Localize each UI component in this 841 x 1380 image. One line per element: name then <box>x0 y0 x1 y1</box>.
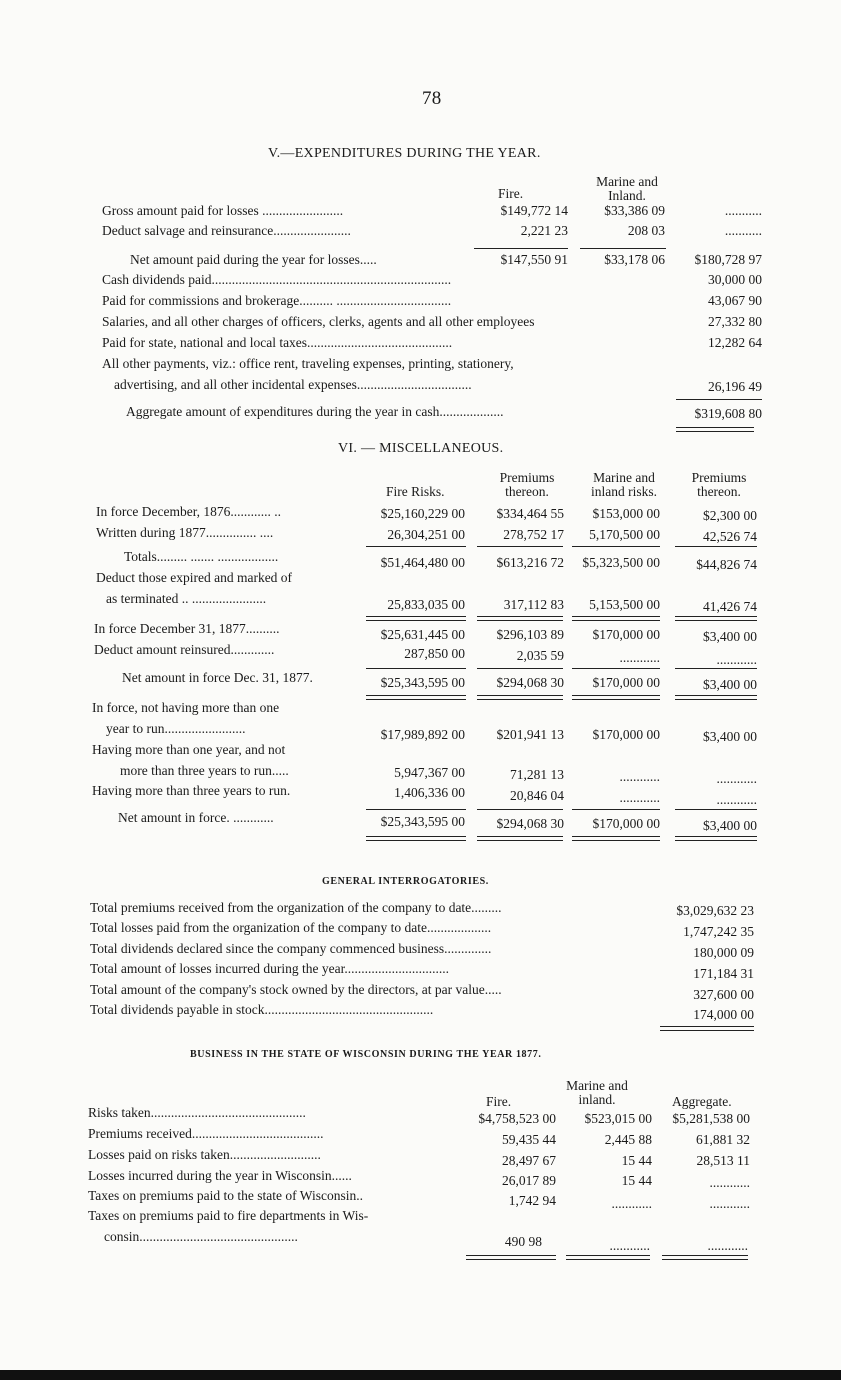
wis-cell: 59,435 44 <box>502 1132 556 1147</box>
misc-cell: ............ <box>716 652 757 667</box>
general-row-label: Total amount of the company's stock owned by the directors, at par value..... <box>90 982 502 997</box>
double-rule <box>477 616 563 621</box>
exp-row-label: Gross amount paid for losses ........................ <box>102 203 344 218</box>
wis-cell: 1,742 94 <box>508 1193 556 1208</box>
wis-cell: ............ <box>609 1238 650 1253</box>
misc-cell: $25,631,445 00 <box>380 627 465 642</box>
general-row-label: Total dividends payable in stock.................................................. <box>90 1002 434 1017</box>
double-rule <box>566 1255 650 1260</box>
double-rule <box>572 695 660 700</box>
misc-row-label: Having more than three years to run. <box>92 783 291 798</box>
wis-col-header: Marine and inland. <box>566 1078 628 1107</box>
exp-row-label: Cash dividends paid....................................................................... <box>102 272 452 287</box>
exp-row-marine: $33,386 09 <box>604 203 665 218</box>
misc-cell: ............ <box>619 769 660 784</box>
wis-row-label: Taxes on premiums paid to fire departments in Wis- <box>88 1208 369 1223</box>
misc-row-label: year to run........................ <box>106 721 246 736</box>
misc-cell: 5,153,500 00 <box>589 597 660 612</box>
misc-cell: $2,300 00 <box>703 508 757 523</box>
misc-cell: $5,323,500 00 <box>582 555 660 570</box>
double-rule <box>676 427 754 432</box>
section-vi-title: VI. — MISCELLANEOUS. <box>338 441 504 456</box>
misc-cell: $51,464,480 00 <box>380 555 465 570</box>
exp-row-fire: $147,550 91 <box>500 252 568 267</box>
general-row-value: 327,600 00 <box>693 987 754 1002</box>
exp-row-label: Paid for commissions and brokerage.......... .................................. <box>102 293 452 308</box>
wis-cell: 490 98 <box>504 1234 542 1249</box>
misc-cell: $17,989,892 00 <box>380 727 465 742</box>
wis-row-label: consin............................................... <box>104 1229 298 1244</box>
misc-col-header: Premiums thereon. <box>499 470 555 499</box>
double-rule <box>675 616 757 621</box>
double-rule <box>675 695 757 700</box>
exp-row-label: Deduct salvage and reinsurance....................... <box>102 223 351 238</box>
misc-row-label: as terminated .. ...................... <box>106 591 267 606</box>
general-title: GENERAL INTERROGATORIES. <box>322 876 489 887</box>
misc-cell: $25,343,595 00 <box>380 675 465 690</box>
misc-cell: 42,526 74 <box>703 529 757 544</box>
col-fire-header: Fire. <box>498 186 524 201</box>
exp-row-total: 12,282 64 <box>708 335 762 350</box>
double-rule <box>366 695 466 700</box>
wis-cell: 61,881 32 <box>696 1132 750 1147</box>
rule <box>572 809 660 810</box>
exp-row-total: $180,728 97 <box>694 252 762 267</box>
exp-row-total: 26,196 49 <box>708 379 762 394</box>
rule <box>477 809 563 810</box>
rule <box>474 248 568 249</box>
double-rule <box>366 616 466 621</box>
double-rule <box>662 1255 748 1260</box>
wis-cell: ............ <box>707 1238 748 1253</box>
wis-row-label: Taxes on premiums paid to the state of Wisconsin.. <box>88 1188 363 1203</box>
double-rule <box>366 836 466 841</box>
misc-row-label: Deduct amount reinsured............. <box>94 642 275 657</box>
rule <box>366 668 466 669</box>
general-row-label: Total premiums received from the organization of the company to date......... <box>90 900 502 915</box>
exp-row-marine: 208 03 <box>627 223 665 238</box>
wis-row-label: Losses incurred during the year in Wisconsin...... <box>88 1168 352 1183</box>
exp-row-label: All other payments, viz.: office rent, traveling expenses, printing, stationery, <box>102 356 514 371</box>
misc-cell: $294,068 30 <box>496 675 564 690</box>
misc-cell: ............ <box>716 792 757 807</box>
misc-row-label: Deduct those expired and marked of <box>96 570 293 585</box>
exp-row-fire: 2,221 23 <box>520 223 568 238</box>
scan-edge-bar <box>0 1370 841 1380</box>
misc-row-label: Totals......... ....... .................. <box>124 549 279 564</box>
general-row-value: 1,747,242 35 <box>683 924 754 939</box>
misc-cell: $3,400 00 <box>703 677 757 692</box>
wis-cell: 28,513 11 <box>696 1153 750 1168</box>
wis-cell: 2,445 88 <box>604 1132 652 1147</box>
wis-cell: $5,281,538 00 <box>672 1111 750 1126</box>
misc-cell: ............ <box>619 650 660 665</box>
wis-cell: 26,017 89 <box>502 1173 556 1188</box>
wis-row-label: Losses paid on risks taken........................... <box>88 1147 321 1162</box>
misc-cell: $3,400 00 <box>703 629 757 644</box>
exp-row-total: ........... <box>724 203 762 218</box>
wis-cell: ............ <box>611 1196 652 1211</box>
misc-row-label: In force, not having more than one <box>92 700 280 715</box>
general-row-value: 171,184 31 <box>693 966 754 981</box>
col-marine-header: Marine and Inland. <box>596 174 658 203</box>
general-row-label: Total amount of losses incurred during the year............................... <box>90 961 449 976</box>
misc-cell: $334,464 55 <box>496 506 564 521</box>
misc-cell: $153,000 00 <box>592 506 660 521</box>
exp-row-total: 30,000 00 <box>708 272 762 287</box>
wis-row-label: Risks taken.............................................. <box>88 1105 306 1120</box>
misc-row-label: more than three years to run..... <box>120 763 289 778</box>
misc-row-label: Written during 1877............... .... <box>96 525 274 540</box>
exp-row-label: Paid for state, national and local taxes........................................... <box>102 335 453 350</box>
exp-row-fire: $149,772 14 <box>500 203 568 218</box>
wis-cell: 15 44 <box>621 1153 652 1168</box>
misc-row-label: Having more than one year, and not <box>92 742 286 757</box>
general-row-label: Total dividends declared since the company commenced business.............. <box>90 941 492 956</box>
misc-cell: $25,160,229 00 <box>380 506 465 521</box>
double-rule <box>572 836 660 841</box>
wis-cell: $523,015 00 <box>584 1111 652 1126</box>
rule <box>477 668 563 669</box>
misc-cell: 287,850 00 <box>404 646 465 661</box>
wis-cell: $4,758,523 00 <box>478 1111 556 1126</box>
exp-row-marine: $33,178 06 <box>604 252 665 267</box>
misc-cell: ............ <box>619 790 660 805</box>
wisconsin-title: BUSINESS IN THE STATE OF WISCONSIN DURING THE YEAR 1877. <box>190 1049 542 1060</box>
rule <box>477 546 563 547</box>
exp-row-label: Net amount paid during the year for losses..... <box>130 252 377 267</box>
misc-cell: 5,947,367 00 <box>394 765 465 780</box>
misc-cell: 41,426 74 <box>703 599 757 614</box>
page-number: 78 <box>422 88 442 109</box>
exp-row-total: 43,067 90 <box>708 293 762 308</box>
misc-cell: $296,103 89 <box>496 627 564 642</box>
general-row-value: $3,029,632 23 <box>676 903 754 918</box>
misc-cell: 278,752 17 <box>503 527 564 542</box>
misc-row-label: In force December 31, 1877.......... <box>94 621 280 636</box>
rule <box>572 546 660 547</box>
misc-col-header: Marine and inland risks. <box>591 470 657 499</box>
double-rule <box>477 836 563 841</box>
misc-cell: 20,846 04 <box>510 788 564 803</box>
misc-cell: 1,406,336 00 <box>394 785 465 800</box>
misc-cell: $613,216 72 <box>496 555 564 570</box>
double-rule <box>572 616 660 621</box>
misc-cell: 317,112 83 <box>503 597 564 612</box>
misc-row-label: In force December, 1876............ .. <box>96 504 282 519</box>
wis-cell: 15 44 <box>621 1173 652 1188</box>
misc-cell: $170,000 00 <box>592 675 660 690</box>
misc-row-label: Net amount in force Dec. 31, 1877. <box>122 670 313 685</box>
misc-cell: ............ <box>716 771 757 786</box>
exp-row-total: ........... <box>724 223 762 238</box>
misc-col-header: Premiums thereon. <box>691 470 747 499</box>
exp-row-label: Aggregate amount of expenditures during the year in cash................... <box>126 404 504 419</box>
misc-cell: $44,826 74 <box>696 557 757 572</box>
general-row-value: 180,000 09 <box>693 945 754 960</box>
misc-cell: $3,400 00 <box>703 729 757 744</box>
misc-col-header: Fire Risks. <box>386 484 445 499</box>
wis-cell: ............ <box>709 1175 750 1190</box>
exp-row-label: Salaries, and all other charges of officers, clerks, agents and all other employees <box>102 314 535 329</box>
rule <box>676 399 762 400</box>
double-rule <box>660 1026 754 1031</box>
double-rule <box>466 1255 556 1260</box>
wis-col-header: Aggregate. <box>672 1094 732 1109</box>
general-row-label: Total losses paid from the organization of the company to date................... <box>90 920 492 935</box>
misc-cell: $25,343,595 00 <box>380 814 465 829</box>
misc-cell: 25,833,035 00 <box>387 597 465 612</box>
exp-row-label: advertising, and all other incidental expenses.................................. <box>114 377 472 392</box>
misc-cell: $3,400 00 <box>703 818 757 833</box>
general-row-value: 174,000 00 <box>693 1007 754 1022</box>
exp-row-total: $319,608 80 <box>694 406 762 421</box>
misc-cell: $294,068 30 <box>496 816 564 831</box>
wis-row-label: Premiums received....................................... <box>88 1126 324 1141</box>
wis-cell: 28,497 67 <box>502 1153 556 1168</box>
misc-cell: $170,000 00 <box>592 816 660 831</box>
rule <box>366 809 466 810</box>
rule <box>675 668 757 669</box>
misc-cell: 2,035 59 <box>516 648 564 663</box>
rule <box>572 668 660 669</box>
rule <box>675 809 757 810</box>
rule <box>580 248 666 249</box>
misc-cell: $201,941 13 <box>496 727 564 742</box>
rule <box>675 546 757 547</box>
double-rule <box>477 695 563 700</box>
double-rule <box>675 836 757 841</box>
misc-cell: $170,000 00 <box>592 727 660 742</box>
misc-cell: 26,304,251 00 <box>387 527 465 542</box>
misc-cell: 71,281 13 <box>510 767 564 782</box>
exp-row-total: 27,332 80 <box>708 314 762 329</box>
wis-cell: ............ <box>709 1196 750 1211</box>
rule <box>366 546 466 547</box>
misc-row-label: Net amount in force. ............ <box>118 810 274 825</box>
misc-cell: 5,170,500 00 <box>589 527 660 542</box>
misc-cell: $170,000 00 <box>592 627 660 642</box>
wis-col-header: Fire. <box>486 1094 512 1109</box>
section-v-title: V.—EXPENDITURES DURING THE YEAR. <box>268 146 541 161</box>
